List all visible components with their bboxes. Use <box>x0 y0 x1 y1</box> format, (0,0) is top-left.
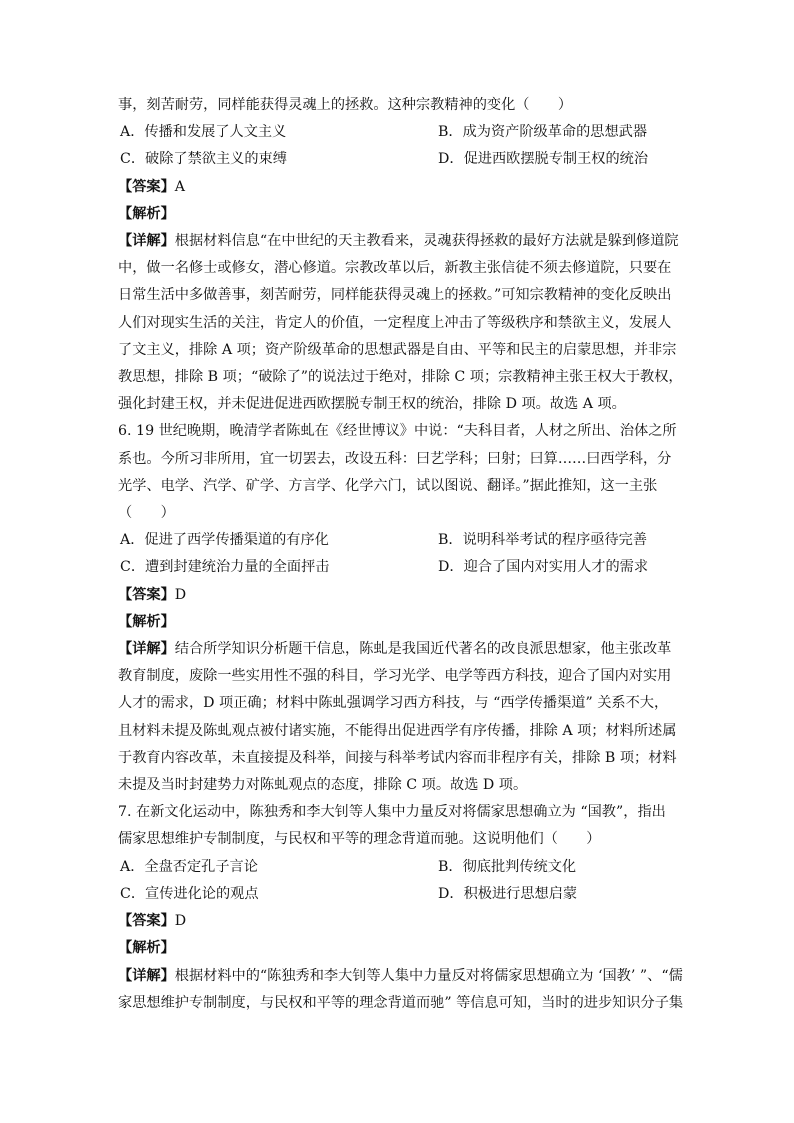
q5-detail-line-3: 日常生活中多做善事，刻苦耐劳，同样能获得灵魂上的拯救。”可知宗教精神的变化反映出 <box>118 287 672 304</box>
q6-detail-line-1 <box>118 636 678 663</box>
q5-detail-text-1: 根据材料信息“在中世纪的天主教看来，灵魂获得拯救的最好方法就是躲到修道院 <box>174 233 679 250</box>
q5-options-row-1 <box>118 119 678 146</box>
q6-option-c: C．遭到封建统治力量的全面抨击 <box>120 559 330 576</box>
q7-answer-value: D <box>174 913 187 930</box>
q5-detail-line-7: 强化封建王权，并未促进促进西欧摆脱专制王权的统治，排除 D 项。故选 A 项。 <box>118 396 626 413</box>
q5-detail-line-2: 中，做一名修士或修女，潜心修道。宗教改革以后，新教主张信徒不须去修道院，只要在 <box>118 260 672 277</box>
q5-detail-tag: 【详解】 <box>118 233 175 250</box>
q6-stem-line-2: 系也。今所习非所用，宜一切罢去，改设五科：曰艺学科；曰射；曰算……曰西学科，分 <box>118 450 672 467</box>
q5-detail-line-4: 人们对现实生活的关注，肯定人的价值，一定程度上冲击了等级秩序和禁欲主义，发展人 <box>118 314 672 331</box>
q7-options-row-1 <box>118 854 678 881</box>
q6-options-row-2 <box>118 554 678 581</box>
q5-option-b: B．成为资产阶级革命的思想武器 <box>438 124 648 141</box>
q6-stem-line-3: 光学、电学、汽学、矿学、方言学、化学六门，试以图说、翻译。”据此推知，这一主张 <box>118 477 658 494</box>
q6-answer-tag: 【答案】 <box>118 586 175 603</box>
q6-option-a: A．促进了西学传播渠道的有序化 <box>120 532 329 549</box>
q7-detail-text-1: 根据材料中的“陈独秀和李大钊等人集中力量反对将儒家思想确立为 ‘国教’ ”、“儒 <box>174 967 683 984</box>
q6-detail-text-1: 结合所学知识分析题干信息，陈虬是我国近代著名的改良派思想家，他主张改革 <box>174 641 672 658</box>
q6-option-b: B．说明科举考试的程序亟待完善 <box>438 532 648 549</box>
q5-detail-line-1 <box>118 228 678 255</box>
q5-option-a: A．传播和发展了人文主义 <box>120 124 287 141</box>
q5-answer <box>118 174 678 201</box>
q6-answer-value: D <box>174 586 187 603</box>
q6-analysis-tag: 【解析】 <box>118 613 175 630</box>
q5-answer-value: A <box>174 178 186 195</box>
q5-analysis-tag: 【解析】 <box>118 205 175 222</box>
q5-detail-line-5: 了文主义，排除 A 项；资产阶级革命的思想武器是自由、平等和民主的启蒙思想，并非宗 <box>118 341 677 358</box>
q6-options-row-1 <box>118 527 678 554</box>
q7-detail-line-1 <box>118 963 683 990</box>
q7-option-b: B．彻底批判传统文化 <box>438 858 577 875</box>
q5-option-c: C．破除了禁欲主义的束缚 <box>120 151 287 168</box>
q7-answer-tag: 【答案】 <box>118 913 175 930</box>
q7-options-row-2 <box>118 881 678 908</box>
q5-detail-line-6: 教思想，排除 B 项；“破除了”的说法过于绝对，排除 C 项；宗教精神主张王权大于教权， <box>118 369 683 386</box>
q7-detail-tag: 【详解】 <box>118 967 175 984</box>
q6-detail-line-2: 教育制度，废除一些实用性不强的科目，学习光学、电学等西方科技，迎合了国内对实用 <box>118 668 672 685</box>
q5-option-d: D．促进西欧摆脱专制王权的统治 <box>438 151 649 168</box>
q6-detail-line-4: 且材料未提及陈虬观点被付诸实施，不能得出促进西学有序传播，排除 A 项；材料所述属 <box>118 722 677 739</box>
q7-stem-line-1: 7. 在新文化运动中，陈独秀和李大钊等人集中力量反对将儒家思想确立为 “国教”，指出 <box>118 804 666 821</box>
q7-analysis-tag: 【解析】 <box>118 940 175 957</box>
q6-stem-line-4: （ ） <box>118 505 175 522</box>
q7-answer <box>118 908 678 935</box>
q6-stem-line-1: 6. 19 世纪晚期，晚清学者陈虬在《经世博议》中说：“夫科目者，人材之所出、治体之所 <box>118 423 677 440</box>
q6-option-d: D．迎合了国内对实用人才的需求 <box>438 559 649 576</box>
q6-detail-line-3: 人才的需求，D 项正确；材料中陈虬强调学习西方科技，与 “西学传播渠道” 关系不大， <box>118 695 669 712</box>
q7-option-d: D．积极进行思想启蒙 <box>438 885 578 902</box>
q7-stem-line-2: 儒家思想维护专制制度，与民权和平等的理念背道而驰。这说明他们（ ） <box>118 831 601 848</box>
q7-detail-line-2: 家思想维护专制制度，与民权和平等的理念背道而驰” 等信息可知，当时的进步知识分子集 <box>118 994 684 1011</box>
q7-option-c: C．宣传进化论的观点 <box>120 885 259 902</box>
q6-detail-tag: 【详解】 <box>118 641 175 658</box>
q5-options-row-2 <box>118 146 678 173</box>
q5-answer-tag: 【答案】 <box>118 178 175 195</box>
q6-answer <box>118 582 678 609</box>
document-page <box>118 92 684 1017</box>
q7-option-a: A．全盘否定孔子言论 <box>120 858 258 875</box>
q6-detail-line-6: 未提及当时封建势力对陈虬观点的态度，排除 C 项。故选 D 项。 <box>118 777 528 794</box>
q6-detail-line-5: 于教育内容改革，未直接提及科举，间接与科举考试内容而非程序有关，排除 B 项；材料 <box>118 749 677 766</box>
q5-stem-tail: 事，刻苦耐劳，同样能获得灵魂上的拯救。这种宗教精神的变化（ ） <box>118 97 573 113</box>
